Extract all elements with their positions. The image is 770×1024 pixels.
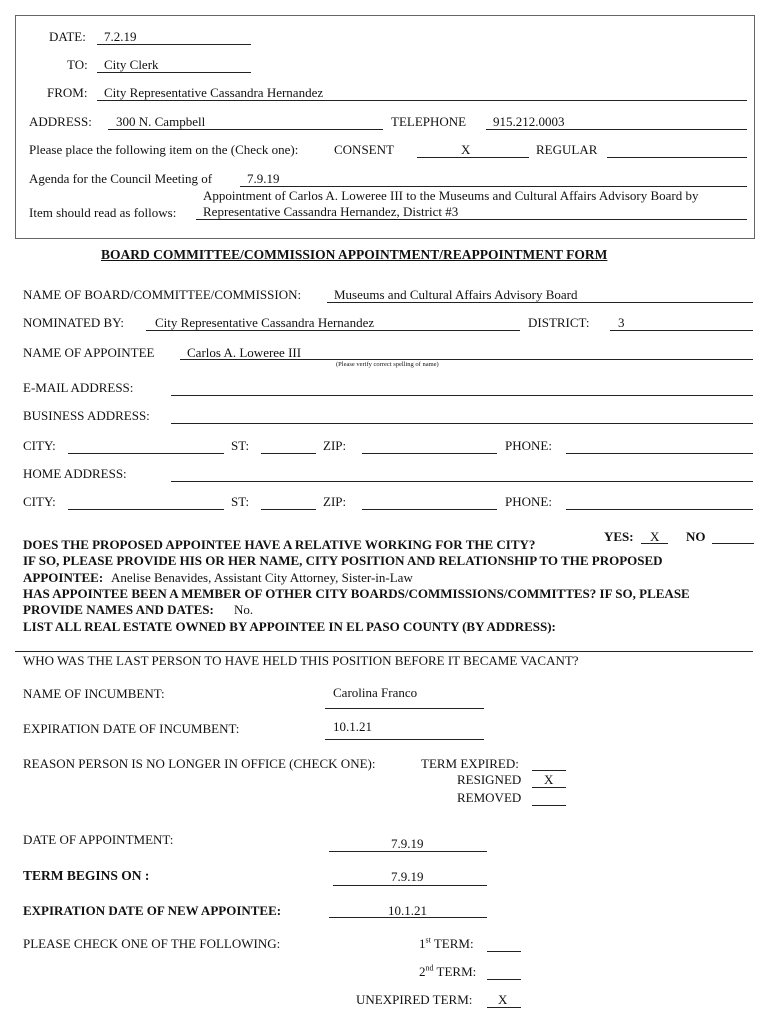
business-address-field[interactable]: [171, 423, 753, 424]
second-term-label: 2nd TERM:: [419, 963, 477, 979]
home-city-label: CITY:: [23, 494, 56, 509]
regular-underline: [607, 157, 747, 158]
telephone-underline: [486, 129, 747, 130]
realestate-question: LIST ALL REAL ESTATE OWNED BY APPOINTEE IN EL PASO COUNTY (BY ADDRESS):: [23, 619, 556, 634]
nominated-underline: [146, 330, 520, 331]
term-begins-label: TERM BEGINS ON :: [23, 868, 150, 883]
address-value[interactable]: 300 N. Campbell: [116, 114, 206, 129]
date-underline: [97, 44, 251, 45]
resigned-underline: [532, 787, 566, 788]
regular-label: REGULAR: [536, 142, 598, 157]
to-label: TO:: [67, 57, 88, 72]
appointee-label: NAME OF APPOINTEE: [23, 345, 155, 360]
last-person-question: WHO WAS THE LAST PERSON TO HAVE HELD THIS POSITION BEFORE IT BECAME VACANT?: [23, 653, 579, 668]
home-phone-field[interactable]: [566, 509, 753, 510]
removed-label: REMOVED: [457, 790, 522, 805]
reason-label: REASON PERSON IS NO LONGER IN OFFICE (CHECK ONE):: [23, 756, 376, 771]
home-st-field[interactable]: [261, 509, 316, 510]
home-city-field[interactable]: [68, 509, 224, 510]
relative-question: DOES THE PROPOSED APPOINTEE HAVE A RELATIVE WORKING FOR THE CITY?: [23, 537, 536, 552]
agenda-label: Agenda for the Council Meeting of: [29, 171, 213, 186]
consent-check[interactable]: X: [461, 142, 471, 157]
business-address-label: BUSINESS ADDRESS:: [23, 408, 150, 423]
read-as-underline: [196, 219, 747, 220]
business-phone-field[interactable]: [566, 453, 753, 454]
date-label: DATE:: [49, 29, 86, 44]
from-value[interactable]: City Representative Cassandra Hernandez: [104, 85, 324, 100]
address-underline: [108, 129, 383, 130]
address-label: ADDRESS:: [29, 114, 92, 129]
business-st-label: ST:: [231, 438, 250, 453]
removed-underline: [532, 805, 566, 806]
exp-incumbent-underline: [325, 739, 484, 740]
board-value[interactable]: Museums and Cultural Affairs Advisory Board: [334, 287, 578, 302]
business-city-label: CITY:: [23, 438, 56, 453]
incumbent-value[interactable]: Carolina Franco: [333, 685, 418, 700]
incumbent-label: NAME OF INCUMBENT:: [23, 686, 165, 701]
from-label: FROM:: [47, 85, 88, 100]
from-underline: [97, 100, 747, 101]
business-st-field[interactable]: [261, 453, 316, 454]
first-term-label: 1st TERM:: [419, 935, 474, 951]
appointee-underline: [180, 359, 753, 360]
business-city-field[interactable]: [68, 453, 224, 454]
read-as-line2[interactable]: Representative Cassandra Hernandez, District #3: [203, 204, 459, 219]
agenda-underline: [240, 186, 747, 187]
no-label: NO: [686, 529, 706, 544]
exp-incumbent-label: EXPIRATION DATE OF INCUMBENT:: [23, 721, 240, 736]
appointee-relative-label: APPOINTEE:: [23, 570, 104, 585]
telephone-label: TELEPHONE: [391, 114, 467, 129]
board-label: NAME OF BOARD/COMMITTEE/COMMISSION:: [23, 287, 302, 302]
member-answer[interactable]: No.: [234, 602, 254, 617]
term-begins-value[interactable]: 7.9.19: [391, 869, 424, 884]
exp-new-underline: [329, 917, 487, 918]
district-underline: [610, 330, 753, 331]
email-field[interactable]: [171, 395, 753, 396]
email-label: E-MAIL ADDRESS:: [23, 380, 134, 395]
resigned-label: RESIGNED: [457, 772, 522, 787]
district-value[interactable]: 3: [618, 315, 625, 330]
home-address-field[interactable]: [171, 481, 753, 482]
nominated-label: NOMINATED BY:: [23, 315, 124, 330]
nominated-value[interactable]: City Representative Cassandra Hernandez: [155, 315, 375, 330]
check-one-label: PLEASE CHECK ONE OF THE FOLLOWING:: [23, 936, 281, 951]
relative-answer[interactable]: Anelise Benavides, Assistant City Attorney, Sister-in-Law: [111, 570, 413, 585]
unexpired-term-check[interactable]: X: [498, 992, 508, 1007]
place-item-label: Please place the following item on the (Check one):: [29, 142, 299, 157]
unexpired-term-label: UNEXPIRED TERM:: [356, 992, 473, 1007]
read-as-label: Item should read as follows:: [29, 205, 177, 220]
to-value[interactable]: City Clerk: [104, 57, 159, 72]
appointment-date-label: DATE OF APPOINTMENT:: [23, 832, 174, 847]
term-expired-label: TERM EXPIRED:: [421, 756, 519, 771]
home-st-label: ST:: [231, 494, 250, 509]
appointment-date-value[interactable]: 7.9.19: [391, 836, 424, 851]
second-term-underline: [487, 979, 521, 980]
board-underline: [327, 302, 753, 303]
home-zip-label: ZIP:: [323, 494, 347, 509]
term-begins-underline: [333, 885, 487, 886]
first-term-underline: [487, 951, 521, 952]
yes-label: YES:: [604, 529, 634, 544]
exp-new-label: EXPIRATION DATE OF NEW APPOINTEE:: [23, 903, 282, 918]
consent-label: CONSENT: [334, 142, 394, 157]
agenda-value[interactable]: 7.9.19: [247, 171, 280, 186]
home-address-label: HOME ADDRESS:: [23, 466, 127, 481]
home-phone-label: PHONE:: [505, 494, 552, 509]
provide-question: IF SO, PLEASE PROVIDE HIS OR HER NAME, CITY POSITION AND RELATIONSHIP TO THE PROPOSED: [23, 553, 663, 568]
term-expired-underline: [532, 770, 566, 771]
unexpired-term-underline: [487, 1007, 521, 1008]
district-label: DISTRICT:: [528, 315, 590, 330]
appointee-value[interactable]: Carlos A. Loweree III: [187, 345, 302, 360]
yes-check[interactable]: X: [650, 529, 660, 544]
read-as-line1[interactable]: Appointment of Carlos A. Loweree III to the Museums and Cultural Affairs Advisory Board by: [203, 188, 699, 203]
appointment-date-underline: [329, 851, 487, 852]
member-question-line1: HAS APPOINTEE BEEN A MEMBER OF OTHER CITY BOARDS/COMMISSIONS/COMMITTES? IF SO, PLEASE: [23, 586, 690, 601]
exp-incumbent-value[interactable]: 10.1.21: [333, 719, 372, 734]
date-value[interactable]: 7.2.19: [104, 29, 137, 44]
consent-underline: [417, 157, 529, 158]
resigned-check[interactable]: X: [544, 772, 554, 787]
business-zip-field[interactable]: [362, 453, 497, 454]
no-underline: [712, 543, 754, 544]
yes-underline: [641, 543, 668, 544]
incumbent-underline: [325, 708, 484, 709]
exp-new-value[interactable]: 10.1.21: [388, 903, 427, 918]
form-title: BOARD COMMITTEE/COMMISSION APPOINTMENT/REAPPOINTMENT FORM: [101, 247, 608, 262]
business-zip-label: ZIP:: [323, 438, 347, 453]
telephone-value[interactable]: 915.212.0003: [493, 114, 565, 129]
home-zip-field[interactable]: [362, 509, 497, 510]
section-divider: [15, 651, 753, 652]
spelling-note: (Please verify correct spelling of name): [336, 361, 439, 368]
to-underline: [97, 72, 251, 73]
business-phone-label: PHONE:: [505, 438, 552, 453]
member-question-line2: PROVIDE NAMES AND DATES:: [23, 602, 214, 617]
